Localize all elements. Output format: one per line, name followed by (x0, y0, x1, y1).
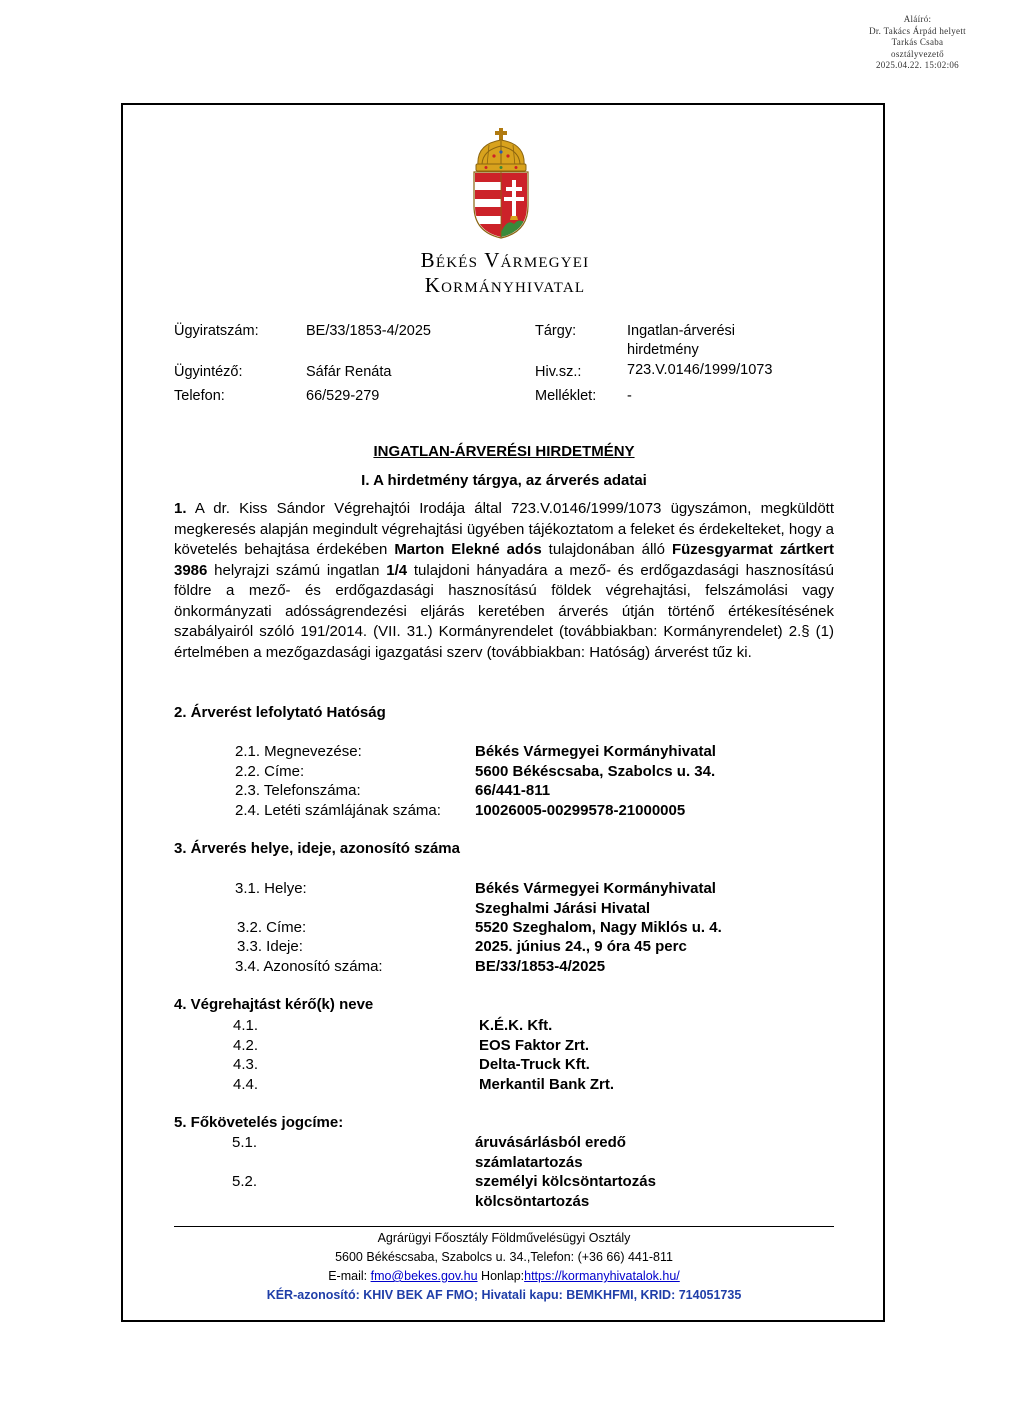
phone-label: Telefon: (174, 388, 225, 404)
footer-department: Agrárügyi Főosztály Földművelésügyi Osztály (377, 1231, 631, 1245)
footer-contact (174, 1267, 834, 1286)
list-item-value: 66/441-811 (475, 782, 551, 799)
ownership-share: 1/4 (386, 561, 408, 579)
list-item-value: kölcsöntartozás (475, 1193, 590, 1210)
list-item-value: 10026005-00299578-21000005 (475, 802, 686, 819)
list-item-label: 4.2. (233, 1037, 259, 1054)
signature-line: Tarkás Csaba (891, 37, 944, 47)
list-item-value: Delta-Truck Kft. (479, 1056, 590, 1073)
hungarian-coat-of-arms-icon (470, 128, 532, 245)
list-item-label: 4.1. (233, 1017, 259, 1034)
list-item-label: 3.3. Ideje: (237, 938, 303, 955)
case-number-label: Ügyiratszám: (174, 323, 259, 339)
section-2-list (0, 742, 1009, 822)
text-run: tulajdoni hányadára a mező- és erdőgazdasági hasznosítású földre a mező- és erdőgazdasági hasznosítású földek végrehajtási, felszámolási vagy önkormányzati adósságrendezési eljárás keretében árverés útján történő értékesítésének szabályairól szóló 191/2014. (VII. 31.) Kormányrendelet (továbbiakban: Kormányrendelet) 2.§ (1) értelmében a mezőgazdasági igazgatási szerv (továbbiakban: Hatóság) árverést tűz ki. (174, 561, 834, 661)
list-item-label: 3.2. Címe: (237, 919, 307, 936)
subject-value-line2: hirdetmény (627, 342, 699, 358)
footer-address: 5600 Békéscsaba, Szabolcs u. 34.,Telefon: (+36 66) 441-811 (335, 1250, 673, 1264)
attachment-label: Melléklet: (535, 388, 597, 404)
list-item-value: Szeghalmi Járási Hivatal (475, 899, 651, 917)
signature-line: Dr. Takács Árpád helyett (869, 25, 966, 36)
property-id: Füzesgyarmat zártkert 3986 (174, 541, 835, 579)
section-4-list (0, 1016, 1009, 1096)
email-label: E-mail: (328, 1269, 371, 1283)
list-item-label: 4.4. (233, 1076, 259, 1093)
organization-name (330, 248, 680, 298)
section-4-title: 4. Végrehajtást kérő(k) neve (174, 996, 374, 1013)
list-item-label: 2.3. Telefonszáma: (235, 782, 361, 799)
list-item-label: 4.3. (233, 1056, 259, 1073)
handler-label: Ügyintéző: (174, 364, 243, 380)
list-item-value: 5520 Szeghalom, Nagy Miklós u. 4. (475, 919, 722, 936)
text-run: A dr. Kiss Sándor Végrehajtói Irodája által 723.V.0146/1999/1073 ügyszámon, megküldött megkeresés alapján megindult végrehajtási ügyében tájékoztatom a feleket és érdekelteket, hogy a követelés behajtása érdekében (174, 500, 834, 558)
phone-value: 66/529-279 (306, 388, 380, 404)
list-item-value: áruvásárlásból eredő (475, 1134, 626, 1151)
reference-value: 723.V.0146/1999/1073 (627, 362, 773, 378)
paragraph-number: 1. (174, 500, 187, 517)
list-item-value: EOS Faktor Zrt. (479, 1037, 590, 1054)
list-item-value: K.É.K. Kft. (479, 1017, 553, 1034)
attachment-value: - (627, 388, 632, 404)
document-title: INGATLAN-ÁRVERÉSI HIRDETMÉNY (373, 443, 635, 460)
reference-label: Hiv.sz.: (535, 364, 582, 380)
subject-label: Tárgy: (535, 323, 577, 339)
text-run: tulajdonában álló (541, 541, 672, 558)
list-item-value: Békés Vármegyei Kormányhivatal (475, 880, 716, 897)
footer-ker-id: KÉR-azonosító: KHIV BEK AF FMO; Hivatali kapu: BEMKHFMI, KRID: 714051735 (266, 1288, 742, 1302)
email-link[interactable]: fmo@bekes.gov.hu (370, 1269, 478, 1283)
paragraph-1 (174, 499, 834, 663)
section-3-list (0, 879, 1009, 979)
footer-divider (174, 1226, 834, 1227)
subject-value-line1: Ingatlan-árverési (627, 323, 735, 339)
handler-value: Sáfár Renáta (306, 364, 392, 380)
section-5-list (0, 1133, 1009, 1213)
section-3-title: 3. Árverés helye, ideje, azonosító száma (174, 840, 460, 857)
text-run: helyrajzi számú ingatlan (207, 561, 387, 579)
list-item-label: 2.4. Letéti számlájának száma: (235, 802, 441, 819)
list-item-label: 2.2. Címe: (235, 763, 305, 780)
signature-line: 2025.04.22. 15:02:06 (875, 60, 959, 70)
subject-value (627, 322, 735, 360)
website-label: Honlap: (477, 1269, 525, 1283)
section-5-title: 5. Főkövetelés jogcíme: (174, 1114, 344, 1131)
list-item-value: BE/33/1853-4/2025 (475, 958, 606, 975)
debtor-name: Marton Elekné adós (394, 541, 542, 558)
document-subtitle: I. A hirdetmény tárgya, az árverés adatai (361, 472, 647, 489)
list-item-label: 3.1. Helye: (235, 880, 307, 897)
list-item-label: 3.4. Azonosító száma: (235, 958, 383, 975)
case-number-value: BE/33/1853-4/2025 (306, 323, 431, 339)
signature-line: Aláíró: (903, 14, 932, 24)
organization-name-line2: Kormányhivatal (424, 273, 586, 297)
list-item-value: számlatartozás (475, 1154, 583, 1171)
list-item-label: 2.1. Megnevezése: (235, 743, 362, 760)
list-item-value: Békés Vármegyei Kormányhivatal (475, 743, 716, 760)
digital-signature-stamp (830, 14, 1005, 72)
list-item-value: személyi kölcsöntartozás (475, 1173, 656, 1190)
list-item-value: 5600 Békéscsaba, Szabolcs u. 34. (475, 763, 716, 780)
organization-name-line1: Békés Vármegyei (420, 248, 590, 272)
section-2-title: 2. Árverést lefolytató Hatóság (174, 704, 386, 721)
list-item-label: 5.2. (232, 1173, 258, 1190)
list-item-value: 2025. június 24., 9 óra 45 perc (475, 938, 687, 955)
website-link[interactable]: https://kormanyhivatalok.hu/ (524, 1269, 680, 1283)
list-item-value: Merkantil Bank Zrt. (479, 1076, 615, 1093)
list-item-label: 5.1. (232, 1134, 258, 1151)
signature-line: osztályvezető (891, 48, 944, 59)
